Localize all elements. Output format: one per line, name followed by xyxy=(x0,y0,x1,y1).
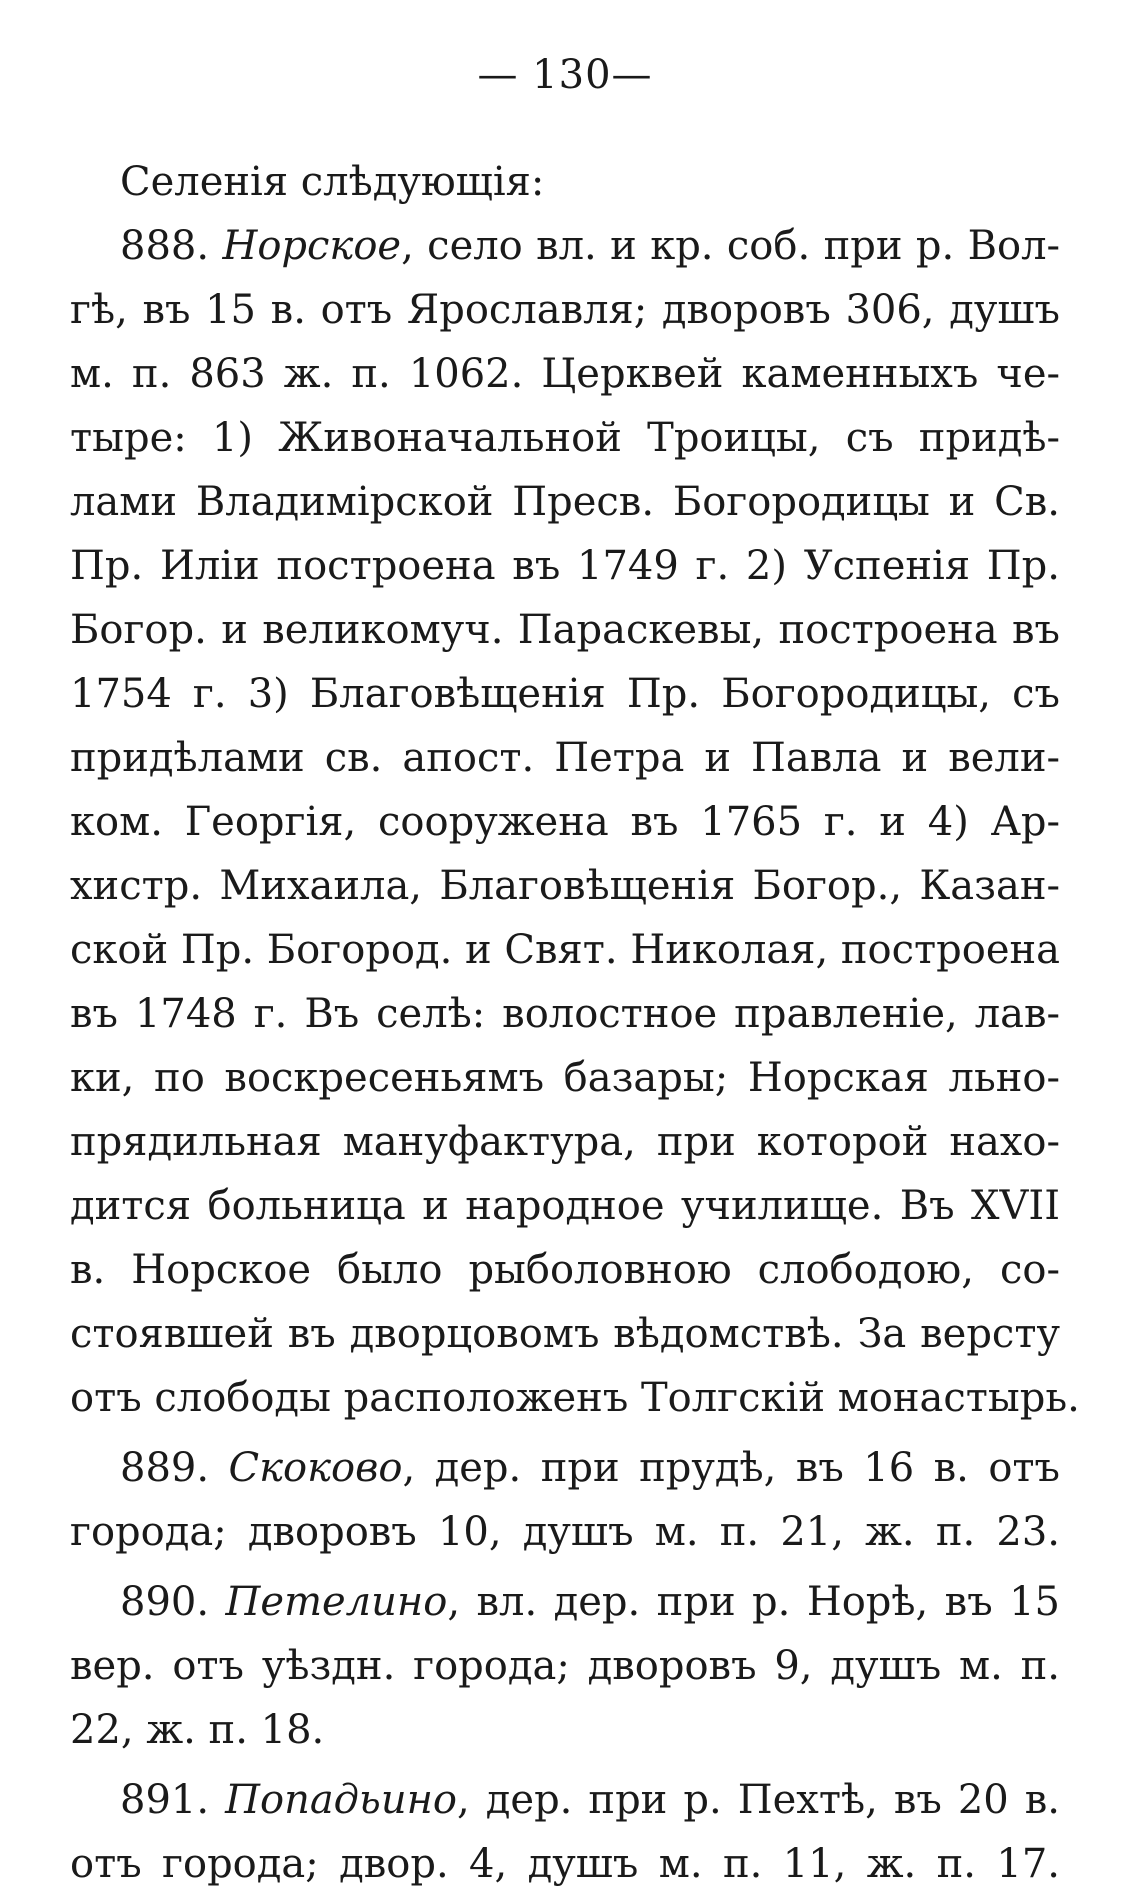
entry-number: 888. xyxy=(120,223,210,269)
text-line: города; дворовъ 10, душъ м. п. 21, ж. п. 23. xyxy=(70,1509,1060,1555)
place-name: Скоково xyxy=(228,1445,403,1491)
entry-number: 890. xyxy=(120,1579,210,1625)
place-name: Попадьино xyxy=(225,1777,458,1823)
text-line: отъ города; двор. 4, душъ м. п. 11, ж. п. 17. xyxy=(70,1841,1060,1887)
entry-number: 891. xyxy=(120,1777,210,1823)
page-body xyxy=(70,150,1080,1896)
entry-891-first-line xyxy=(70,1768,1060,1832)
text-line: отъ слободы расположенъ Толгскій монастырь. xyxy=(70,1375,1080,1421)
text-line: хистр. Михаила, Благовѣщенія Богор., Казан- xyxy=(70,863,1060,909)
text-line: Богор. и великомуч. Параскевы, построена въ xyxy=(70,607,1060,653)
entry-number: 889. xyxy=(120,1445,210,1491)
page-number: — 130— xyxy=(477,52,653,98)
text-line: дится больница и народное училище. Въ XVII xyxy=(70,1183,1060,1229)
entry-text: , село вл. и кр. соб. при р. Вол- xyxy=(401,223,1060,269)
book-page xyxy=(70,0,1080,1887)
text-line: стоявшей въ дворцовомъ вѣдомствѣ. За версту xyxy=(70,1311,1060,1357)
text-line: в. Норское было рыболовною слободою, со- xyxy=(70,1247,1060,1293)
text-line: лами Владимірской Пресв. Богородицы и Св. xyxy=(70,479,1060,525)
entry-text: , дер. при р. Пехтѣ, въ 20 в. xyxy=(457,1777,1061,1823)
place-name: Норское xyxy=(222,223,402,269)
entry-text: , дер. при прудѣ, въ 16 в. отъ xyxy=(402,1445,1060,1491)
text-line: м. п. 863 ж. п. 1062. Церквей каменныхъ че- xyxy=(70,351,1060,397)
text-line: тыре: 1) Живоначальной Троицы, съ придѣ- xyxy=(70,415,1060,461)
text-line: Пр. Иліи построена въ 1749 г. 2) Успенія Пр. xyxy=(70,543,1060,589)
text-line: 22, ж. п. 18. xyxy=(70,1707,325,1753)
text-line: въ 1748 г. Въ селѣ: волостное правленіе, лав- xyxy=(70,991,1060,1037)
text-line: прядильная мануфактура, при которой нахо- xyxy=(70,1119,1060,1165)
text-line: 1754 г. 3) Благовѣщенія Пр. Богородицы, съ xyxy=(70,671,1060,717)
text-line: гѣ, въ 15 в. отъ Ярославля; дворовъ 306, душъ xyxy=(70,287,1060,333)
text-line: ки, по воскресеньямъ базары; Норская льно- xyxy=(70,1055,1060,1101)
place-name: Петелино xyxy=(225,1579,448,1625)
section-heading: Селенія слѣдующія: xyxy=(120,159,545,205)
text-line: ком. Георгія, сооружена въ 1765 г. и 4) Ар- xyxy=(70,799,1060,845)
text-line: вер. отъ уѣздн. города; дворовъ 9, душъ м. п. xyxy=(70,1643,1060,1689)
text-line: придѣлами св. апост. Петра и Павла и вели- xyxy=(70,735,1060,781)
entry-888-first-line xyxy=(70,214,1060,278)
entry-889-first-line xyxy=(70,1436,1060,1500)
text-line: ской Пр. Богород. и Свят. Николая, построена xyxy=(70,927,1061,973)
entry-text: , вл. дер. при р. Норѣ, въ 15 xyxy=(447,1579,1060,1625)
entry-890-first-line xyxy=(70,1570,1060,1634)
